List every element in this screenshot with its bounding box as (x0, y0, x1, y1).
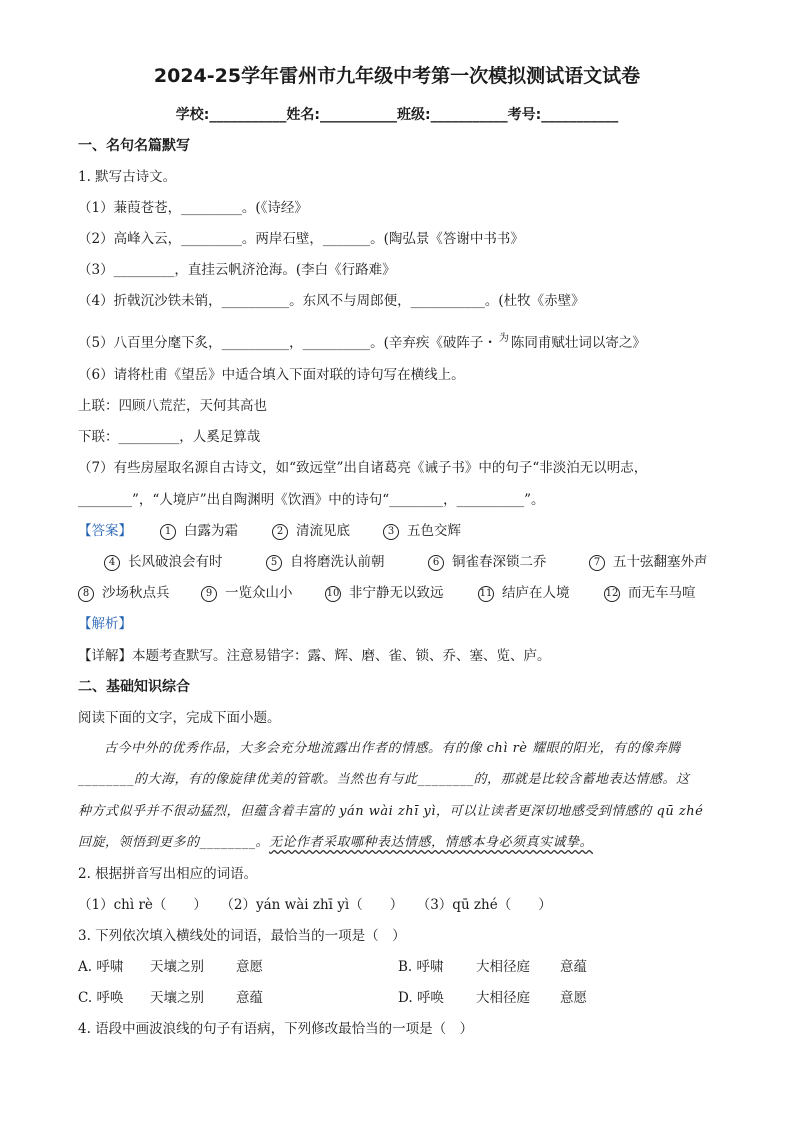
passage-line: ________的大海，有的像旋律优美的管歌。当然也有与此________的，那就是比较含蓄地表达情感。这 (78, 772, 690, 787)
section-1-heading: 一、名句名篇默写 (78, 138, 190, 154)
question-1-4: （4）折戟沉沙铁未销，__________。东风不与周郎便，___________。(杜牧《赤壁》 (78, 293, 585, 309)
question-2: 2. 根据拼音写出相应的词语。 (78, 866, 258, 882)
passage-line: 古今中外的优秀作品，大多会充分地流露出作者的情感。有的像 chì rè 耀眼的阳光，有的像奔腾 (104, 741, 681, 756)
answer-item: 8 沙场秋点兵 (78, 583, 170, 603)
student-info-line: 学校:___________姓名:___________班级:___________考号:___________ (175, 107, 619, 123)
section-2-heading: 二、基础知识综合 (78, 679, 190, 695)
option-a-word: 天壤之别 (150, 959, 204, 975)
answer-item: 9 一览众山小 (201, 583, 293, 603)
couplet-upper: 上联：四顾八荒茫，天何其高也 (78, 398, 267, 414)
question-1-5: （5）八百里分麾下炙，__________，__________。(辛弃疾《破阵子・ $^为$ 陈同甫赋壮词以寄之》 (78, 333, 646, 351)
question-3: 3. 下列依次填入横线处的词语，最恰当的一项是（ ） (78, 928, 406, 944)
question-1-7: （7）有些房屋取名源自古诗文，如“致远堂”出自诸葛亮《诫子书》中的句子“非淡泊无以明志， (78, 460, 648, 476)
wavy-underlined-sentence: 无论作者采取哪种表达情感，情感本身必须真实诚挚。 (269, 835, 594, 850)
question-2-items: （1）chì rè（ ） （2）yán wài zhī yì（ ） （3）qū zhé（ ） (78, 897, 552, 913)
answer-item: 6 铜雀春深锁二乔 (428, 552, 547, 572)
option-c: C. 呼唤 (78, 990, 124, 1006)
detail-text: 【详解】本题考查默写。注意易错字：露、辉、磨、雀、锁、乔、塞、览、庐。 (78, 648, 551, 664)
question-1: 1. 默写古诗文。 (78, 169, 177, 185)
answer-item: 10 非宁静无以致远 (326, 585, 444, 601)
answer-item: 3 五色交辉 (383, 521, 461, 541)
option-c-word: 意蕴 (236, 990, 263, 1006)
answer-item: 12 而无车马喧 (605, 585, 696, 601)
option-d: D. 呼唤 (398, 990, 444, 1006)
question-1-6: （6）请将杜甫《望岳》中适合填入下面对联的诗句写在横线上。 (78, 367, 465, 383)
option-d-word: 大相径庭 (476, 990, 530, 1006)
option-c-word: 天壤之别 (150, 990, 204, 1006)
passage-line: 种方式似乎并不很动猛烈，但蕴含着丰富的 yán wài zhī yì，可以让读者更深切地感受到情感的 qū zhé (78, 804, 704, 819)
question-1-1: （1）蒹葭苍苍，_________。(《诗经》 (78, 200, 308, 216)
question-1-3: （3）_________，直挂云帆济沧海。(李白《行路难》 (78, 262, 396, 278)
option-d-word: 意愿 (560, 990, 587, 1006)
answer-item: 1 白露为霜 (160, 521, 238, 541)
analysis-label: 【解析】 (78, 616, 132, 632)
question-4: 4. 语段中画波浪线的句子有语病，下列修改最恰当的一项是（ ） (78, 1021, 474, 1037)
passage-line: 回旋，领悟到更多的________。无论作者采取哪种表达情感，情感本身必须真实诚挚。 (78, 835, 594, 850)
option-b: B. 呼啸 (398, 959, 444, 975)
option-b-word: 意蕴 (560, 959, 587, 975)
option-b-word: 大相径庭 (476, 959, 530, 975)
answer-item: 4 长风破浪会有时 (104, 552, 223, 572)
couplet-lower: 下联：_________，人奚足算哉 (78, 429, 261, 445)
question-1-2: （2）高峰入云，_________。两岸石壁，_______。(陶弘景《答谢中书书》 (78, 231, 524, 247)
reading-intro: 阅读下面的文字，完成下面小题。 (78, 710, 281, 726)
answer-item: 7 五十弦翻塞外声 (589, 552, 708, 572)
answer-item: 2 清流见底 (272, 521, 350, 541)
answer-item: 5 自将磨洗认前朝 (266, 552, 385, 572)
answer-label: 【答案】 (78, 523, 132, 539)
page-title: 2024-25学年雷州市九年级中考第一次模拟测试语文试卷 (153, 65, 641, 87)
answer-item: 11 结庐在人境 (479, 585, 570, 601)
option-a-word: 意愿 (236, 959, 263, 975)
question-1-7-cont: ________”，“人境庐”出自陶渊明《饮酒》中的诗句“________，__________”。 (78, 492, 545, 508)
option-a: A. 呼啸 (78, 959, 124, 975)
